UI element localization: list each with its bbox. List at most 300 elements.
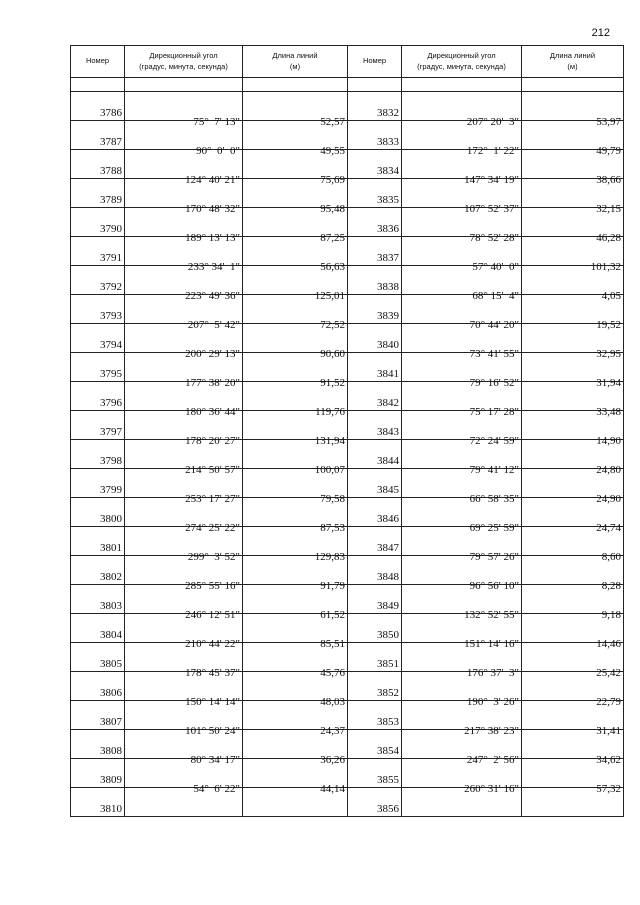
length-value: 31,94 [596,377,621,389]
point-number: 3855 [348,759,402,788]
length-value: 44,14 [320,783,345,795]
table-row [71,527,348,556]
point-number: 3839 [348,295,402,324]
table-row [71,672,348,701]
line-length [243,411,348,447]
directional-angle [125,440,243,476]
angle-value: 274° 25' 22" [185,522,240,534]
line-length [522,150,624,186]
length-value: 33,48 [596,406,621,418]
point-number: 3801 [71,527,125,556]
directional-angle [402,469,522,505]
point-number: 3788 [71,150,125,179]
table-row [348,237,624,266]
angle-value: 78° 52' 28" [469,232,519,244]
length-value: 56,63 [320,261,345,273]
blank-cell [125,78,243,92]
table-row [71,295,348,324]
line-length [243,614,348,650]
blank-cell [348,78,402,92]
length-value: 79,58 [320,493,345,505]
directional-angle [402,440,522,476]
line-length [522,759,624,795]
line-length [243,556,348,592]
point-number: 3834 [348,150,402,179]
point-number: 3806 [71,672,125,701]
line-length [522,701,624,737]
line-length [522,672,624,708]
directional-angle [402,266,522,302]
table-row [348,527,624,556]
table-row [348,295,624,324]
header-number: Номер [348,46,402,78]
length-value: 90,60 [320,348,345,360]
angle-value: 247° 2' 56" [466,754,519,766]
table-row [71,92,348,121]
point-number: 3835 [348,179,402,208]
table-row [71,382,348,411]
table-row [71,498,348,527]
line-length [522,585,624,621]
blank-cell [402,78,522,92]
directional-angle [402,179,522,215]
length-value: 91,52 [320,377,345,389]
point-number: 3805 [71,643,125,672]
directional-angle [402,295,522,331]
blank-cell [71,78,125,92]
angle-value: 170° 48' 32" [185,203,240,215]
table-row [348,179,624,208]
directional-angle [402,701,522,737]
angle-value: 217° 38' 23" [464,725,519,737]
line-length [243,295,348,331]
coordinates-table-right [347,45,624,817]
angle-value: 246° 12' 51" [185,609,240,621]
point-number: 3851 [348,643,402,672]
page-number: 212 [591,27,610,39]
angle-value: 147° 34' 19" [464,174,519,186]
point-number: 3845 [348,469,402,498]
angle-value: 223° 49' 36" [185,290,240,302]
length-value: 25,42 [596,667,621,679]
directional-angle [125,527,243,563]
table-row [71,150,348,179]
point-number: 3799 [71,469,125,498]
table-row [71,556,348,585]
angle-value: 69° 25' 59" [469,522,519,534]
line-length [522,208,624,244]
length-value: 32,15 [596,203,621,215]
point-number: 3840 [348,324,402,353]
line-length [243,701,348,737]
directional-angle [402,672,522,708]
point-number: 3844 [348,440,402,469]
length-value: 9,18 [601,609,621,621]
directional-angle [125,208,243,244]
angle-value: 207° 20' 3" [466,116,519,128]
angle-value: 79° 57' 26" [469,551,519,563]
point-number: 3795 [71,353,125,382]
line-length [243,585,348,621]
angle-value: 253° 17' 27" [185,493,240,505]
directional-angle [125,92,243,128]
angle-value: 177° 38' 20" [185,377,240,389]
line-length [522,266,624,302]
table-row [348,759,624,788]
point-number: 3856 [348,788,402,817]
length-value: 22,79 [596,696,621,708]
length-value: 14,90 [596,435,621,447]
directional-angle [125,411,243,447]
point-number: 3842 [348,382,402,411]
point-number: 3787 [71,121,125,150]
table-row [71,614,348,643]
length-value: 85,51 [320,638,345,650]
directional-angle [402,498,522,534]
line-length [243,498,348,534]
directional-angle [402,759,522,795]
length-value: 45,76 [320,667,345,679]
directional-angle [125,498,243,534]
angle-value: 57° 40' 0" [472,261,519,273]
length-value: 24,74 [596,522,621,534]
length-value: 53,97 [596,116,621,128]
table-header-row [348,46,624,78]
line-length [243,672,348,708]
table-row [71,208,348,237]
angle-value: 151° 14' 16" [464,638,519,650]
line-length [522,498,624,534]
angle-value: 75° 7' 13" [193,116,240,128]
length-value: 4,05 [601,290,621,302]
directional-angle [402,614,522,650]
directional-angle [125,701,243,737]
line-length [522,469,624,505]
point-number: 3832 [348,92,402,121]
point-number: 3836 [348,208,402,237]
table-row [348,556,624,585]
point-number: 3803 [71,585,125,614]
length-value: 48,03 [320,696,345,708]
length-value: 24,37 [320,725,345,737]
point-number: 3796 [71,382,125,411]
length-value: 31,41 [596,725,621,737]
table-row [71,121,348,150]
line-length [243,469,348,505]
point-number: 3843 [348,411,402,440]
table-row [71,411,348,440]
header-angle: Дирекционный угол (градус, минута, секунда) [125,46,243,78]
length-value: 14,46 [596,638,621,650]
directional-angle [125,150,243,186]
spacer-row [348,78,624,92]
directional-angle [125,730,243,766]
directional-angle [402,411,522,447]
table-row [71,440,348,469]
angle-value: 172° 1' 22" [466,145,519,157]
table-header-row [71,46,348,78]
table-row [71,324,348,353]
table-row [348,266,624,295]
line-length [243,92,348,128]
length-value: 19,52 [596,319,621,331]
line-length [522,324,624,360]
point-number: 3789 [71,179,125,208]
angle-value: 101° 50' 24" [185,725,240,737]
angle-value: 80° 34' 17" [190,754,240,766]
angle-value: 180° 36' 44" [185,406,240,418]
length-value: 72,52 [320,319,345,331]
length-value: 87,53 [320,522,345,534]
table-row [348,498,624,527]
point-number: 3791 [71,237,125,266]
table-row [71,266,348,295]
line-length [243,266,348,302]
line-length [522,614,624,650]
line-length [243,324,348,360]
directional-angle [402,527,522,563]
angle-value: 132° 52' 55" [464,609,519,621]
line-length [522,237,624,273]
point-number: 3800 [71,498,125,527]
directional-angle [125,469,243,505]
length-value: 91,79 [320,580,345,592]
point-number: 3846 [348,498,402,527]
table-row [71,179,348,208]
directional-angle [125,295,243,331]
point-number: 3809 [71,759,125,788]
directional-angle [402,237,522,273]
header-length: Длина линий (м) [522,46,624,78]
angle-value: 178° 20' 27" [185,435,240,447]
directional-angle [125,353,243,389]
line-length [522,440,624,476]
header-angle: Дирекционный угол (градус, минута, секунда) [402,46,522,78]
angle-value: 96° 56' 10" [469,580,519,592]
directional-angle [402,324,522,360]
length-value: 8,60 [601,551,621,563]
blank-cell [522,78,624,92]
table-row [348,92,624,121]
line-length [522,382,624,418]
table-row [348,730,624,759]
point-number: 3850 [348,614,402,643]
point-number: 3837 [348,237,402,266]
angle-value: 178° 45' 37" [185,667,240,679]
length-value: 119,76 [315,406,345,418]
table-row [348,643,624,672]
length-value: 36,26 [320,754,345,766]
angle-value: 190° 3' 26" [466,696,519,708]
angle-value: 150° 14' 14" [185,696,240,708]
length-value: 49,79 [596,145,621,157]
spacer-row [71,78,348,92]
angle-value: 90° 0' 0" [196,145,240,157]
line-length [522,295,624,331]
point-number: 3849 [348,585,402,614]
line-length [243,179,348,215]
directional-angle [402,353,522,389]
point-number: 3808 [71,730,125,759]
line-length [243,440,348,476]
length-value: 87,25 [320,232,345,244]
directional-angle [125,759,243,795]
angle-value: 73° 41' 55" [469,348,519,360]
table-row [71,237,348,266]
angle-value: 66° 58' 35" [469,493,519,505]
angle-value: 260° 31' 16" [464,783,519,795]
table-row [348,672,624,701]
header-length: Длина линий (м) [243,46,348,78]
angle-value: 176° 37' 3" [466,667,519,679]
directional-angle [402,121,522,157]
directional-angle [402,382,522,418]
directional-angle [402,92,522,128]
line-length [243,759,348,795]
length-value: 38,66 [596,174,621,186]
table-row [348,208,624,237]
length-value: 57,32 [596,783,621,795]
directional-angle [402,150,522,186]
point-number: 3833 [348,121,402,150]
length-value: 129,83 [314,551,345,563]
angle-value: 285° 55' 16" [185,580,240,592]
point-number: 3797 [71,411,125,440]
angle-value: 214° 50' 57" [185,464,240,476]
angle-value: 70° 44' 20" [469,319,519,331]
length-value: 75,69 [320,174,345,186]
point-number: 3786 [71,92,125,121]
table-row [348,324,624,353]
point-number: 3841 [348,353,402,382]
length-value: 32,95 [596,348,621,360]
line-length [243,208,348,244]
point-number: 3852 [348,672,402,701]
directional-angle [125,672,243,708]
length-value: 46,28 [596,232,621,244]
angle-value: 79° 16' 52" [469,377,519,389]
line-length [243,382,348,418]
angle-value: 54° 6' 22" [193,783,240,795]
angle-value: 233° 34' 1" [187,261,240,273]
table-row [348,701,624,730]
angle-value: 79° 41' 12" [469,464,519,476]
angle-value: 107° 52' 37" [464,203,519,215]
directional-angle [125,121,243,157]
table-row [71,353,348,382]
table-row [71,701,348,730]
line-length [522,527,624,563]
directional-angle [125,324,243,360]
point-number: 3807 [71,701,125,730]
line-length [243,353,348,389]
line-length [522,643,624,679]
table-row [348,150,624,179]
directional-angle [125,585,243,621]
table-row [348,382,624,411]
line-length [243,121,348,157]
line-length [522,179,624,215]
directional-angle [402,730,522,766]
line-length [522,556,624,592]
point-number: 3847 [348,527,402,556]
directional-angle [125,614,243,650]
length-value: 34,62 [596,754,621,766]
angle-value: 189° 13' 13" [185,232,240,244]
table-row [71,759,348,788]
line-length [522,730,624,766]
directional-angle [125,556,243,592]
table-row [348,585,624,614]
table-row [348,469,624,498]
line-length [522,121,624,157]
line-length [522,92,624,128]
line-length [243,150,348,186]
point-number: 3798 [71,440,125,469]
length-value: 8,28 [601,580,621,592]
table-row [71,469,348,498]
point-number: 3802 [71,556,125,585]
line-length [243,643,348,679]
line-length [243,730,348,766]
angle-value: 68° 15' 4" [472,290,519,302]
point-number: 3854 [348,730,402,759]
length-value: 125,01 [314,290,345,302]
blank-cell [243,78,348,92]
directional-angle [125,237,243,273]
table-row [348,440,624,469]
angle-value: 72° 24' 59" [469,435,519,447]
table-row [71,730,348,759]
point-number: 3838 [348,266,402,295]
point-number: 3794 [71,324,125,353]
length-value: 131,94 [314,435,345,447]
directional-angle [125,382,243,418]
header-number: Номер [71,46,125,78]
point-number: 3793 [71,295,125,324]
length-value: 101,32 [590,261,621,273]
line-length [522,411,624,447]
length-value: 61,52 [320,609,345,621]
directional-angle [125,179,243,215]
point-number: 3790 [71,208,125,237]
length-value: 52,57 [320,116,345,128]
angle-value: 200° 29' 13" [185,348,240,360]
line-length [243,237,348,273]
table-row [71,585,348,614]
length-value: 49,55 [320,145,345,157]
length-value: 24,80 [596,464,621,476]
angle-value: 299° 3' 52" [187,551,240,563]
table-row [348,614,624,643]
directional-angle [125,643,243,679]
length-value: 95,48 [320,203,345,215]
length-value: 100,07 [314,464,345,476]
directional-angle [402,643,522,679]
line-length [243,527,348,563]
point-number: 3853 [348,701,402,730]
angle-value: 75° 17' 28" [469,406,519,418]
table-row [348,121,624,150]
point-number: 3792 [71,266,125,295]
directional-angle [402,208,522,244]
angle-value: 124° 40' 21" [185,174,240,186]
directional-angle [125,266,243,302]
point-number: 3848 [348,556,402,585]
length-value: 24,90 [596,493,621,505]
point-number: 3810 [71,788,125,817]
line-length [522,353,624,389]
